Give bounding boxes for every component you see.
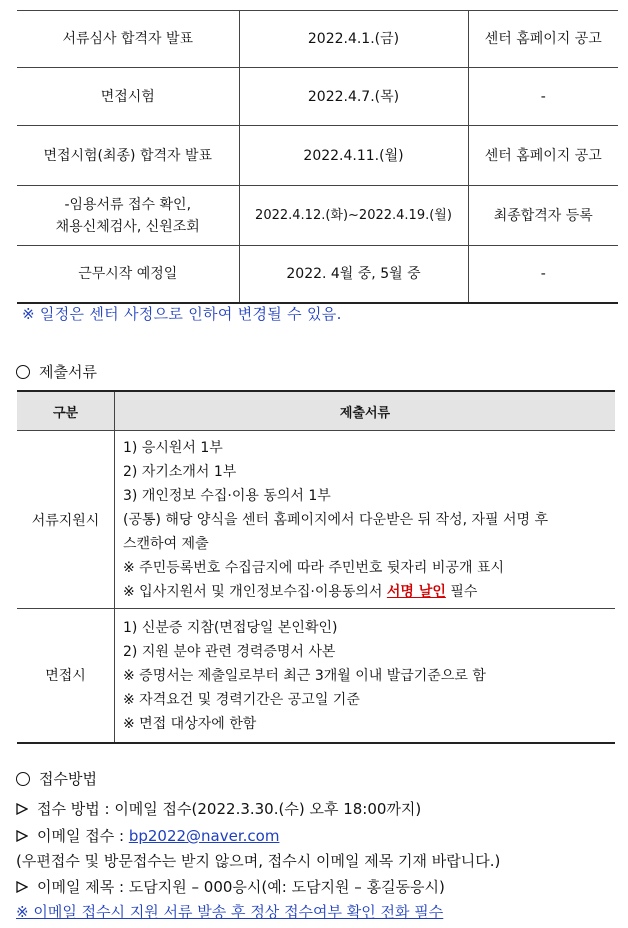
schedule-row (17, 11, 618, 68)
schedule-step-line: 채용신체검사, 신원조회 (55, 218, 200, 235)
confirm-call-note: ※ 이메일 접수시 지원 서류 발송 후 정상 접수여부 확인 전화 필수 (16, 903, 444, 921)
apply-method: 접수 방법 : 이메일 접수(2022.3.30.(수) 오후 18:00까지) (37, 800, 422, 818)
schedule-row (17, 68, 618, 126)
list-item: 1) 신분증 지참(면접당일 본인확인) (123, 619, 338, 636)
header-documents: 제출서류 (115, 391, 616, 431)
schedule-change-note: ※ 일정은 센터 사정으로 인하여 변경될 수 있음. (22, 305, 342, 323)
circle-bullet-icon (16, 772, 30, 786)
email-label: 이메일 접수 : (37, 827, 129, 845)
email-subject-line (16, 876, 445, 897)
schedule-table (17, 10, 618, 304)
list-item: 1) 응시원서 1부 (123, 440, 223, 456)
apply-method-line (16, 798, 421, 819)
schedule-note: 최종합격자 등록 (468, 186, 618, 246)
documents-table (17, 390, 615, 744)
circle-bullet-icon (16, 365, 30, 379)
list-item: 3) 개인정보 수집·이용 동의서 1부 (123, 488, 331, 504)
triangle-bullet-icon (16, 803, 28, 815)
documents-row-interview (17, 609, 615, 743)
triangle-bullet-icon (16, 881, 28, 893)
schedule-date: 2022.4.12.(화)~2022.4.19.(월) (239, 186, 468, 246)
apply-notice: (우편접수 및 방문접수는 받지 않으며, 접수시 이메일 제목 기재 바랍니다.) (16, 852, 501, 870)
email-subject: 이메일 제목 : 도담지원 – 000응시(예: 도담지원 – 홍길동응시) (37, 878, 445, 896)
signature-emphasis: 서명 날인 (386, 584, 446, 600)
schedule-date: 2022. 4월 중, 5월 중 (239, 246, 468, 303)
list-item: 스캔하여 제출 (123, 536, 209, 552)
schedule-row (17, 186, 618, 246)
email-link[interactable]: bp2022@naver.com (128, 827, 280, 845)
apply-section-title: 접수방법 (39, 770, 97, 788)
list-item: (공통) 해당 양식을 센터 홈페이지에서 다운받은 뒤 작성, 자필 서명 후 (123, 512, 549, 528)
schedule-row (17, 126, 618, 186)
list-item-text: 필수 (445, 584, 478, 600)
documents-row-screening (17, 431, 615, 609)
schedule-step: 근무시작 예정일 (17, 246, 239, 303)
list-item-text: ※ 입사지원서 및 개인정보수집·이용동의서 (123, 584, 387, 600)
header-category: 구분 (17, 391, 115, 431)
schedule-note: 센터 홈페이지 공고 (468, 126, 618, 186)
schedule-step-line: -임용서류 접수 확인, (64, 196, 192, 213)
list-item: 2) 지원 분야 관련 경력증명서 사본 (123, 643, 336, 660)
list-item: ※ 증명서는 제출일로부터 최근 3개월 이내 발급기준으로 함 (123, 667, 486, 684)
list-item: 2) 자기소개서 1부 (123, 464, 237, 480)
list-item: ※ 면접 대상자에 한함 (123, 715, 257, 732)
schedule-step: 면접시험 (17, 68, 239, 126)
schedule-note: 센터 홈페이지 공고 (468, 11, 618, 68)
list-item (123, 580, 609, 604)
triangle-bullet-icon (16, 830, 28, 842)
schedule-step (17, 186, 239, 246)
screening-items (115, 431, 616, 609)
schedule-step: 서류심사 합격자 발표 (17, 11, 239, 68)
category-screening: 서류지원시 (17, 431, 115, 609)
schedule-date: 2022.4.1.(금) (239, 11, 468, 68)
list-item: ※ 자격요건 및 경력기간은 공고일 기준 (123, 691, 360, 708)
docs-section-title: 제출서류 (39, 363, 97, 381)
category-interview: 면접시 (17, 609, 115, 743)
documents-header-row (17, 391, 615, 431)
schedule-step: 면접시험(최종) 합격자 발표 (17, 126, 239, 186)
apply-section-heading (16, 768, 97, 789)
schedule-date: 2022.4.7.(목) (239, 68, 468, 126)
email-line (16, 825, 279, 846)
list-item: ※ 주민등록번호 수집금지에 따라 주민번호 뒷자리 비공개 표시 (123, 560, 504, 576)
docs-section-heading (16, 361, 97, 382)
schedule-date: 2022.4.11.(월) (239, 126, 468, 186)
schedule-note: - (468, 68, 618, 126)
interview-items (115, 609, 616, 743)
schedule-row (17, 246, 618, 303)
schedule-note: - (468, 246, 618, 303)
